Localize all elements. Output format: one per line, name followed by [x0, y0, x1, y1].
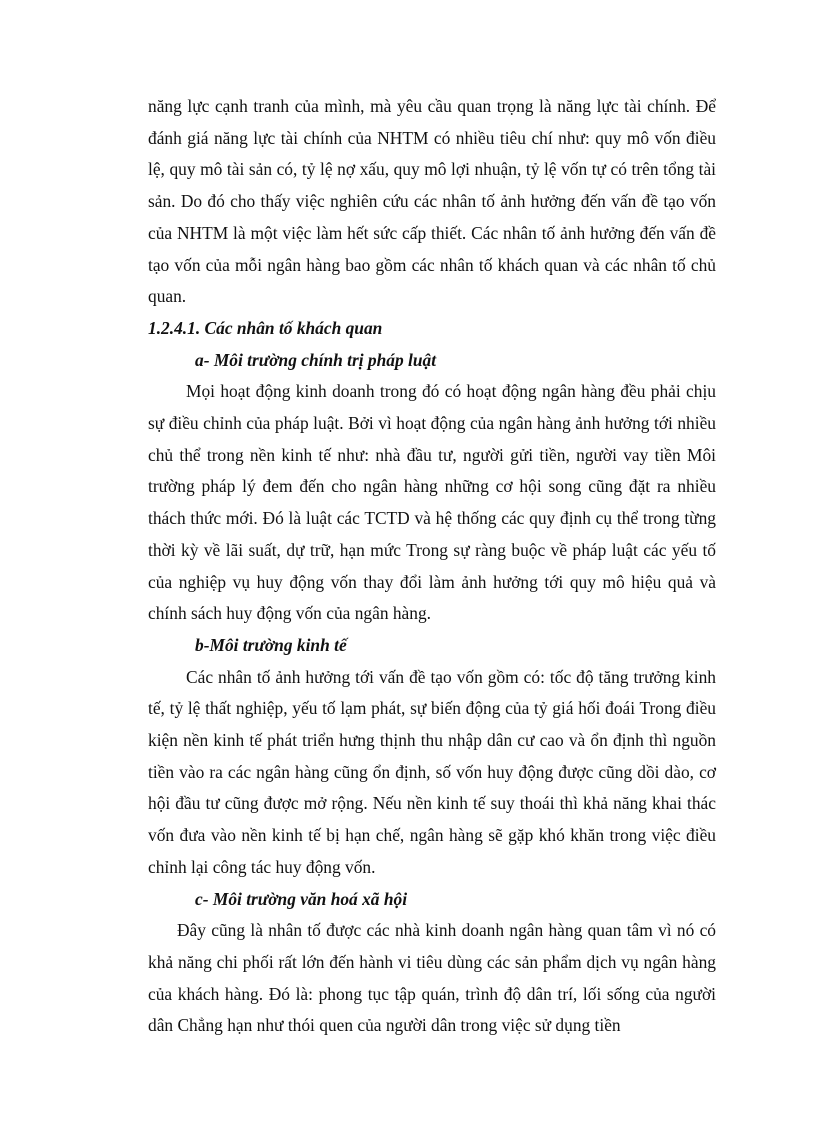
document-body — [148, 91, 716, 1042]
paragraph-political-legal: Mọi hoạt động kinh doanh trong đó có hoạt động ngân hàng đều phải chịu sự điều chỉnh của pháp luật. Bởi vì hoạt động của ngân hàng ảnh hưởng tới nhiều chủ thể trong nền kinh tế như: nhà đầu tư, người gửi tiền, người vay tiền Môi trường pháp lý đem đến cho ngân hàng những cơ hội song cũng đặt ra nhiều thách thức mới. Đó là luật các TCTD và hệ thống các quy định cụ thể trong từng thời kỳ về lãi suất, dự trữ, hạn mức Trong sự ràng buộc về pháp luật các yếu tố của nghiệp vụ huy động vốn thay đổi làm ảnh hưởng tới quy mô hiệu quả và chính sách huy động vốn của ngân hàng. — [148, 381, 716, 624]
paragraph-cultural-social: Đây cũng là nhân tố được các nhà kinh doanh ngân hàng quan tâm vì nó có khả năng chi phối rất lớn đến hành vi tiêu dùng các sản phẩm dịch vụ ngân hàng của khách hàng. Đó là: phong tục tập quán, trình độ dân trí, lối sống của người dân Chẳng hạn như thói quen của người dân trong việc sử dụng tiền — [148, 920, 716, 1036]
subheading-political-legal: a- Môi trường chính trị pháp luật — [195, 349, 437, 370]
paragraph-intro: năng lực cạnh tranh của mình, mà yêu cầu quan trọng là năng lực tài chính. Để đánh giá năng lực tài chính của NHTM có nhiều tiêu chí như: quy mô vốn điều lệ, quy mô tài sản có, tỷ lệ nợ xấu, quy mô lợi nhuận, tỷ lệ vốn tự có trên tổng tài sản. Do đó cho thấy việc nghiên cứu các nhân tố ảnh hưởng đến vấn đề tạo vốn của NHTM là một việc làm hết sức cấp thiết. Các nhân tố ảnh hưởng đến vấn đề tạo vốn của mỗi ngân hàng bao gồm các nhân tố khách quan và các nhân tố chủ quan. — [148, 96, 716, 307]
section-heading: 1.2.4.1. Các nhân tố khách quan — [148, 317, 383, 338]
subheading-cultural-social: c- Môi trường văn hoá xã hội — [195, 888, 408, 909]
subheading-economic: b-Môi trường kinh tế — [195, 634, 347, 655]
paragraph-economic: Các nhân tố ảnh hưởng tới vấn đề tạo vốn gồm có: tốc độ tăng trưởng kinh tế, tỷ lệ thất nghiệp, yếu tố lạm phát, sự biến động của tỷ giá hối đoái Trong điều kiện nền kinh tế phát triển hưng thịnh thu nhập dân cư cao và ổn định thì nguồn tiền vào ra các ngân hàng cũng ổn định, số vốn huy động được cũng dồi dào, cơ hội đầu tư cũng được mở rộng. Nếu nền kinh tế suy thoái thì khả năng khai thác vốn đưa vào nền kinh tế bị hạn chế, ngân hàng sẽ gặp khó khăn trong việc điều chỉnh lại công tác huy động vốn. — [148, 666, 716, 877]
